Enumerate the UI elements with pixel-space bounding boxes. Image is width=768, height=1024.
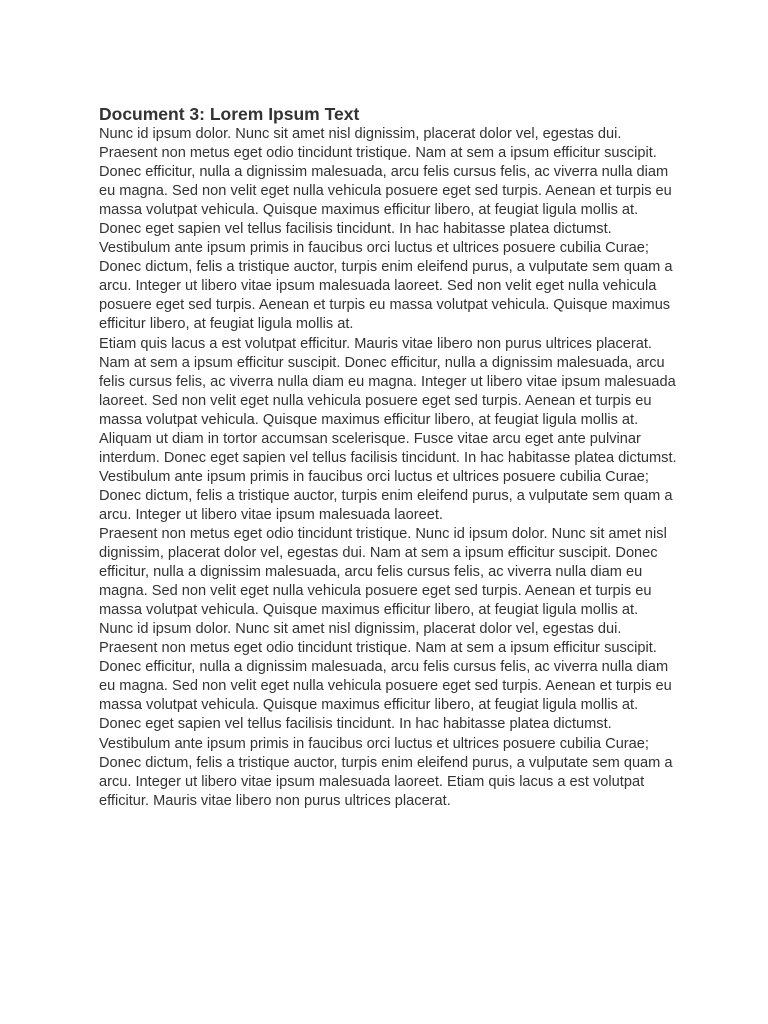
paragraph-6: Nunc id ipsum dolor. Nunc sit amet nisl dignissim, placerat dolor vel, egestas dui. Praesent non metus eget odio tincidunt tristique. Nam at sem a ipsum efficitur suscipit. Donec efficitur, nulla a dignissim malesuada, arcu felis cursus felis, ac viverra nulla diam eu magna. Sed non velit eget nulla vehicula posuere eget sed turpis. Aenean et turpis eu massa volutpat vehicula. Quisque maximus efficitur libero, at feugiat ligula mollis at.	[99, 621, 672, 714]
document-title: Document 3: Lorem Ipsum Text	[99, 104, 360, 124]
paragraph-1: Nunc id ipsum dolor. Nunc sit amet nisl dignissim, placerat dolor vel, egestas dui. Praesent non metus eget odio tincidunt tristique. Nam at sem a ipsum efficitur suscipit. Donec efficitur, nulla a dignissim malesuada, arcu felis cursus felis, ac viverra nulla diam eu magna. Sed non velit eget nulla vehicula posuere eget sed turpis. Aenean et turpis eu massa volutpat vehicula. Quisque maximus efficitur libero, at feugiat ligula mollis at.	[99, 126, 672, 219]
paragraph-2: Donec eget sapien vel tellus facilisis tincidunt. In hac habitasse platea dictumst. Vestibulum ante ipsum primis in faucibus orci luctus et ultrices posuere cubilia Curae; Donec dictum, felis a tristique auctor, turpis enim eleifend purus, a vulputate sem quam a arcu. Integer ut libero vitae ipsum malesuada laoreet. Sed non velit eget nulla vehicula posuere eget sed turpis. Aenean et turpis eu massa volutpat vehicula. Quisque maximus efficitur libero, at feugiat ligula mollis at.	[99, 221, 673, 333]
paragraph-3: Etiam quis lacus a est volutpat efficitur. Mauris vitae libero non purus ultrices placerat. Nam at sem a ipsum efficitur suscipit. Donec efficitur, nulla a dignissim malesuada, arcu felis cursus felis, ac viverra nulla diam eu magna. Integer ut libero vitae ipsum malesuada laoreet. Sed non velit eget nulla vehicula posuere eget sed turpis. Aenean et turpis eu massa volutpat vehicula. Quisque maximus efficitur libero, at feugiat ligula mollis at.	[99, 335, 676, 428]
paragraph-4: Aliquam ut diam in tortor accumsan scelerisque. Fusce vitae arcu eget ante pulvinar interdum. Donec eget sapien vel tellus facilisis tincidunt. In hac habitasse platea dictumst. Vestibulum ante ipsum primis in faucibus orci luctus et ultrices posuere cubilia Curae; Donec dictum, felis a tristique auctor, turpis enim eleifend purus, a vulputate sem quam a arcu. Integer ut libero vitae ipsum malesuada laoreet.	[99, 430, 677, 523]
paragraph-7: Donec eget sapien vel tellus facilisis tincidunt. In hac habitasse platea dictumst. Vestibulum ante ipsum primis in faucibus orci luctus et ultrices posuere cubilia Curae; Donec dictum, felis a tristique auctor, turpis enim eleifend purus, a vulputate sem quam a arcu. Integer ut libero vitae ipsum malesuada laoreet. Etiam quis lacus a est volutpat efficitur. Mauris vitae libero non purus ultrices placerat.	[99, 716, 673, 809]
document-page	[99, 103, 679, 811]
paragraph-5: Praesent non metus eget odio tincidunt tristique. Nunc id ipsum dolor. Nunc sit amet nisl dignissim, placerat dolor vel, egestas dui. Nam at sem a ipsum efficitur suscipit. Donec efficitur, nulla a dignissim malesuada, arcu felis cursus felis, ac viverra nulla diam eu magna. Sed non velit eget nulla vehicula posuere eget sed turpis. Aenean et turpis eu massa volutpat vehicula. Quisque maximus efficitur libero, at feugiat ligula mollis at.	[99, 525, 667, 619]
